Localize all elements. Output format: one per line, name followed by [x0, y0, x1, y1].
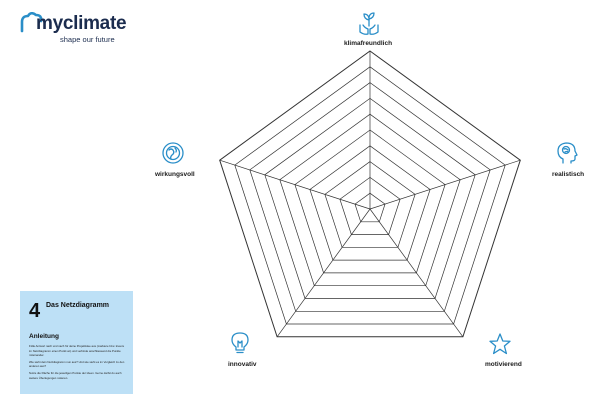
- step-number: 4: [29, 300, 41, 322]
- card-title: Das Netzdiagramm: [46, 302, 110, 309]
- hands-plant-icon: [358, 12, 380, 36]
- instructions-card: [20, 291, 133, 394]
- card-subtitle: Anleitung: [29, 333, 59, 340]
- axis-spoke-realistisch: [370, 160, 520, 209]
- axis-label-wirkungsvoll: wirkungsvoll: [155, 171, 195, 178]
- axis-label-motivierend: motivierend: [485, 361, 522, 368]
- card-paragraph: Nutze die Fläche für die jeweiligen Punkte der Ideen. Gerne darfst du auch weitere Überlegungen notieren.: [29, 370, 122, 380]
- card-body: [29, 344, 126, 382]
- axis-label-klimafreundlich: klimafreundlich: [344, 40, 393, 47]
- axis-label-innovativ: innovativ: [228, 361, 257, 368]
- axis-spoke-wirkungsvoll: [220, 160, 370, 209]
- star-icon: [488, 332, 512, 356]
- globe-icon: [161, 141, 185, 165]
- lightbulb-icon: [229, 331, 251, 355]
- brand-name: myclimate: [36, 13, 127, 34]
- card-paragraph: Fülle Antwort nach und nach für deine Projektidee aus (markiere bzw. kreuze im Netzdiagramm einen Punkt an) und verbinde anschliessend die Punkte miteinander.: [29, 344, 125, 358]
- axis-label-realistisch: realistisch: [552, 171, 585, 178]
- brain-head-icon: [555, 141, 579, 165]
- card-paragraph: Wie sieht dein Netzdiagramm nun aus? Und wie sieht es im Vergleich zu den anderen aus?: [29, 359, 125, 369]
- brand-tagline: shape our future: [60, 35, 115, 44]
